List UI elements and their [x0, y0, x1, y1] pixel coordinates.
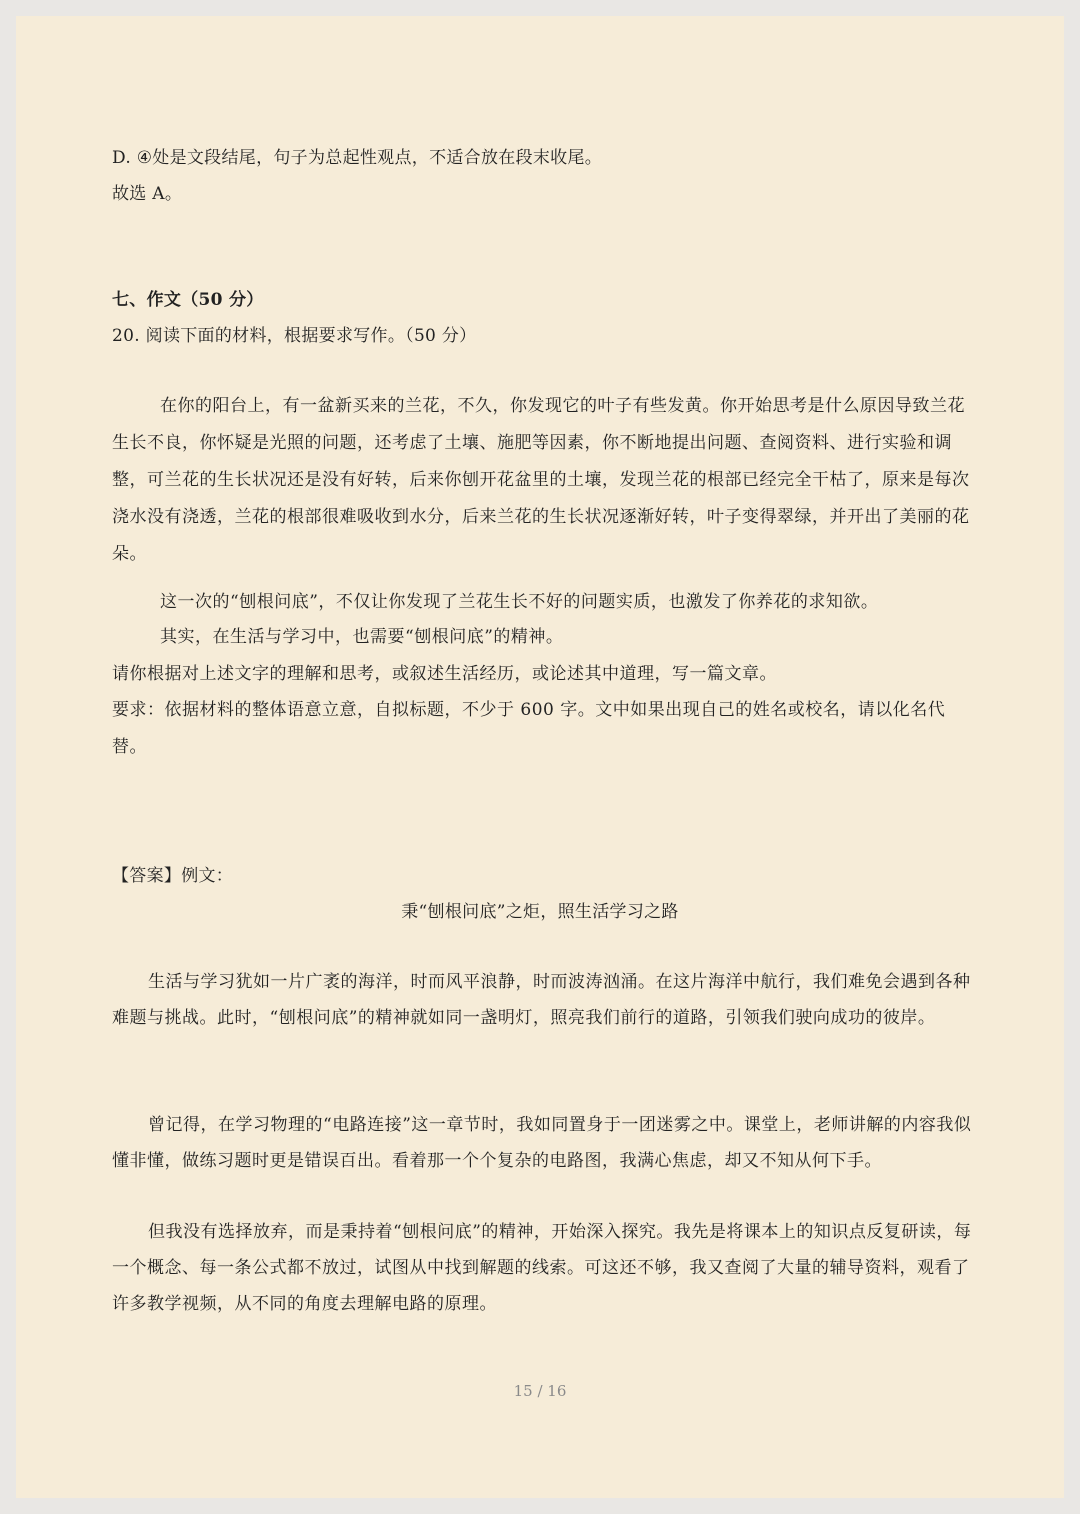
- writing-requirement: 要求：依据材料的整体语意立意，自拟标题，不少于 600 字。文中如果出现自己的姓名或校名，请以化名代替。: [112, 700, 946, 757]
- page-number: 15 / 16: [513, 1382, 567, 1400]
- answer-label: 【答案】例文：: [112, 866, 234, 886]
- essay-paragraph-3: 但我没有选择放弃，而是秉持着“刨根问底”的精神，开始深入探究。我先是将课本上的知识点反复研读，每一个概念、每一条公式都不放过，试图从中找到解题的线索。可这还不够，我又查阅了大量的辅导资料，观看了许多教学视频，从不同的角度去理解电路的原理。: [112, 1222, 972, 1314]
- answer-conclusion: 故选 A。: [112, 184, 183, 204]
- question-prompt: 20. 阅读下面的材料，根据要求写作。（50 分）: [112, 326, 477, 346]
- material-paragraph-2: 这一次的“刨根问底”，不仅让你发现了兰花生长不好的问题实质，也激发了你养花的求知欲。: [160, 592, 879, 612]
- writing-instruction: 请你根据对上述文字的理解和思考，或叙述生活经历，或论述其中道理，写一篇文章。: [112, 664, 777, 684]
- material-paragraph-1: 在你的阳台上，有一盆新买来的兰花，不久，你发现它的叶子有些发黄。你开始思考是什么原因导致兰花生长不良，你怀疑是光照的问题，还考虑了土壤、施肥等因素，你不断地提出问题、查阅资料、进行实验和调整，可兰花的生长状况还是没有好转，后来你刨开花盆里的土壤，发现兰花的根部已经完全干枯了，原来是每次浇水没有浇透，兰花的根部很难吸收到水分，后来兰花的生长状况逐渐好转，叶子变得翠绿，并开出了美丽的花朵。: [112, 396, 970, 564]
- material-paragraph-3: 其实，在生活与学习中，也需要“刨根问底”的精神。: [160, 627, 564, 647]
- essay-title: 秉“刨根问底”之炬，照生活学习之路: [401, 902, 679, 922]
- essay-paragraph-2: 曾记得，在学习物理的“电路连接”这一章节时，我如同置身于一团迷雾之中。课堂上，老师讲解的内容我似懂非懂，做练习题时更是错误百出。看着那一个个复杂的电路图，我满心焦虑，却又不知从何下手。: [112, 1115, 972, 1171]
- section-heading: 七、作文（50 分）: [112, 290, 264, 310]
- document-page: [16, 16, 1064, 1498]
- essay-paragraph-1: 生活与学习犹如一片广袤的海洋，时而风平浪静，时而波涛汹涌。在这片海洋中航行，我们难免会遇到各种难题与挑战。此时，“刨根问底”的精神就如同一盏明灯，照亮我们前行的道路，引领我们驶向成功的彼岸。: [112, 972, 971, 1028]
- option-d-explanation: D. ④处是文段结尾，句子为总起性观点，不适合放在段末收尾。: [112, 148, 603, 168]
